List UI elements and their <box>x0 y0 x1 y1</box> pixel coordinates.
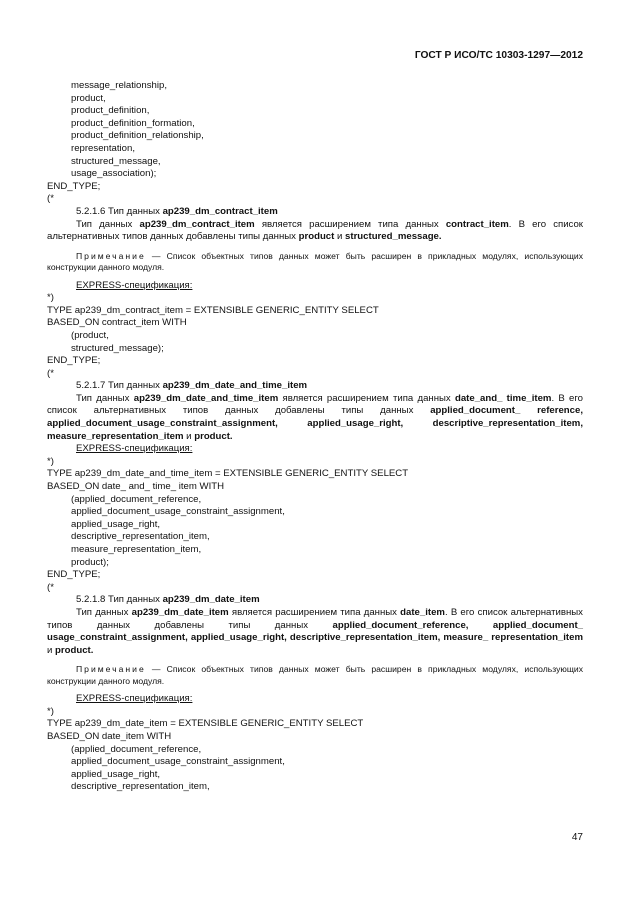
code-line: representation, <box>71 142 135 154</box>
code-line: (product, <box>71 329 109 341</box>
code-line: product, <box>71 92 106 104</box>
code-line: usage_association); <box>71 168 157 180</box>
code-line: END_TYPE; <box>47 180 101 192</box>
section-heading: 5.2.1.6 Тип данных ap239_dm_contract_item <box>76 205 278 217</box>
code-line: (applied_document_reference, <box>71 493 202 505</box>
note-paragraph: Примечание — Список объектных типов данных может быть расширен в прикладных модулях, использующих конструкции данного модуля. <box>47 250 583 273</box>
code-line: BASED_ON date_item WITH <box>47 730 172 742</box>
code-line: BASED_ON date_ and_ time_ item WITH <box>47 481 225 493</box>
code-line: product_definition, <box>71 105 150 117</box>
document-body <box>47 80 583 794</box>
code-line: message_relationship, <box>71 80 167 91</box>
code-line: END_TYPE; <box>47 569 101 581</box>
code-line: structured_message, <box>71 155 161 167</box>
page-number: 47 <box>571 832 583 843</box>
code-block-continuation <box>47 80 583 206</box>
code-line: TYPE ap239_dm_date_and_time_item = EXTENSIBLE GENERIC_ENTITY SELECT <box>47 468 409 480</box>
section-paragraph: Тип данных ap239_dm_date_and_time_item является расширением типа данных date_and_ time_item. В его список альтернативных типов данных добавлены типы данных applied_document_ reference, applied_document_usage_constraint_assignment, applied_usage_right, descriptive_representation_item, measure_representation_item и product. <box>47 392 583 442</box>
code-line: END_TYPE; <box>47 355 101 367</box>
note-paragraph: Примечание — Список объектных типов данных может быть расширен в прикладных модулях, использующих конструкции данного модуля. <box>47 664 583 686</box>
code-line: (* <box>47 581 54 593</box>
code-line: applied_document_usage_constraint_assignment, <box>71 756 285 768</box>
document-header: ГОСТ Р ИСО/ТС 10303-1297—2012 <box>414 50 583 61</box>
code-line: product_definition_formation, <box>71 117 195 129</box>
section-paragraph: Тип данных ap239_dm_date_item является расширением типа данных date_item. В его список альтернативных типов данных добавлены типы данных applied_document_reference, applied_document_ usage_constraint_assignment, applied_usage_right, descriptive_representation_item, measure_ representation_item и product. <box>47 606 584 656</box>
express-label: EXPRESS-спецификация: <box>76 693 193 705</box>
code-line: product_definition_relationship, <box>71 130 204 142</box>
express-label: EXPRESS-спецификация: <box>76 279 193 291</box>
code-line: (* <box>47 193 54 205</box>
code-line: applied_document_usage_constraint_assignment, <box>71 506 285 518</box>
code-line: *) <box>47 292 54 304</box>
section-paragraph: Тип данных ap239_dm_contract_item является расширением типа данных contract_item. В его список альтернативных типов данных добавлены типы данных product и structured_message. <box>47 218 583 243</box>
section-heading: 5.2.1.7 Тип данных ap239_dm_date_and_time_item <box>76 380 308 392</box>
code-line: structured_message); <box>71 342 164 354</box>
code-line: TYPE ap239_dm_contract_item = EXTENSIBLE GENERIC_ENTITY SELECT <box>47 304 379 316</box>
section-heading: 5.2.1.8 Тип данных ap239_dm_date_item <box>76 594 260 606</box>
express-label: EXPRESS-спецификация: <box>76 443 193 455</box>
code-line: applied_usage_right, <box>71 518 161 530</box>
code-line: descriptive_representation_item, <box>71 531 210 543</box>
code-line: applied_usage_right, <box>71 768 161 780</box>
code-line: descriptive_representation_item, <box>71 781 210 793</box>
code-line: measure_representation_item, <box>71 544 202 555</box>
code-line: *) <box>47 705 54 717</box>
code-line: TYPE ap239_dm_date_item = EXTENSIBLE GENERIC_ENTITY SELECT <box>47 718 364 730</box>
code-line: (applied_document_reference, <box>71 743 202 755</box>
code-line: BASED_ON contract_item WITH <box>47 317 187 329</box>
code-line: *) <box>47 455 54 467</box>
code-line: (* <box>47 367 54 379</box>
code-line: product); <box>71 556 109 568</box>
